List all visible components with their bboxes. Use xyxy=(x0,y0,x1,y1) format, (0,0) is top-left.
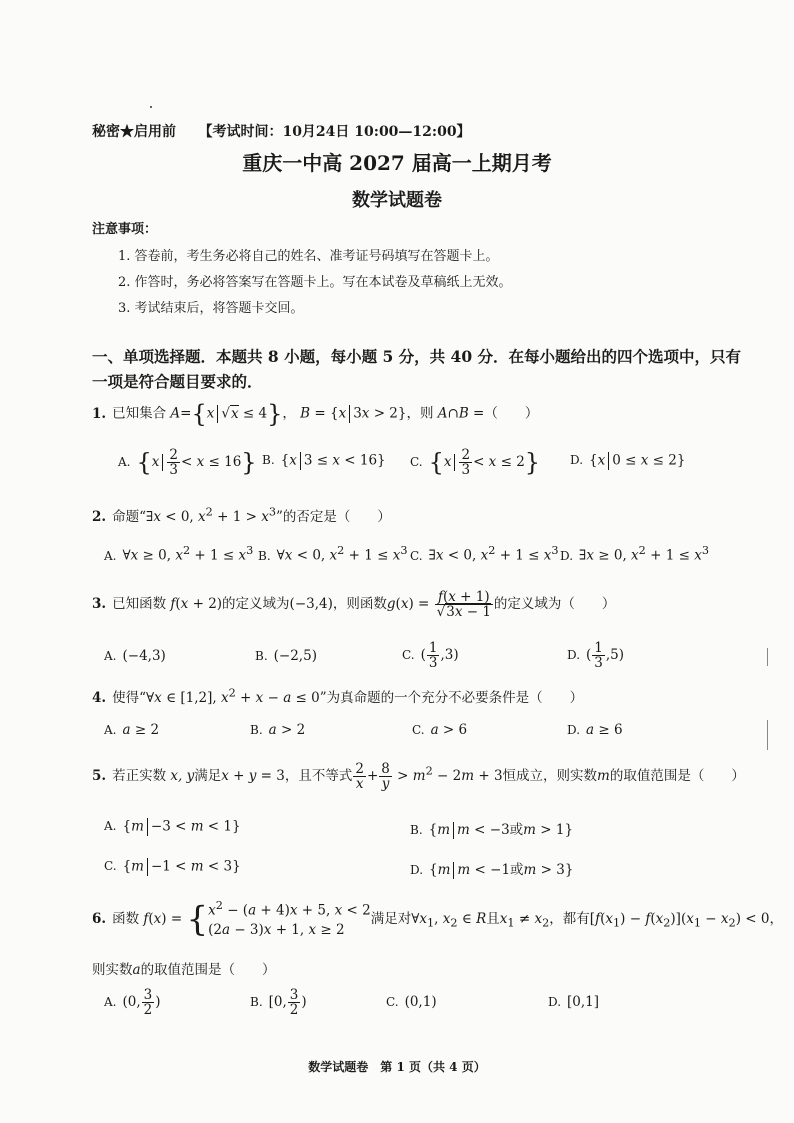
q6-option-a: A. (0, $\frac{3}{2}$ ) xyxy=(104,987,161,1019)
question-4: 4. 使得“∀x ∈ [1,2], $x^2 + x - a \le 0$”为真命题的一个充分不必要条件是（ ） xyxy=(92,686,584,706)
notes-heading: 注意事项： xyxy=(92,222,158,237)
q2-option-b: B. ∀x < 0, $x^2 + 1 \le x^3$ xyxy=(258,544,408,564)
q2-option-a: A. ∀x ≥ 0, $x^2 + 1 \le x^3$ xyxy=(104,544,254,564)
q3-option-b: B. (−2,5) xyxy=(255,648,317,664)
q5-option-a: A. {m −3 < m < 1} xyxy=(104,818,241,835)
question-5: 5. 若正实数 x, y满足x + y = 3，且不等式 $\frac{2}{x}$ + $\frac{8}{y}$ > $m^2 - 2m + 3$恒成立，则实数m的取值范围是（ ） xyxy=(92,761,745,793)
scan-edge-mark xyxy=(767,648,768,666)
q4-option-a: A. a ≥ 2 xyxy=(104,722,160,738)
q6-option-d: D. [0,1] xyxy=(548,994,600,1010)
q3-option-c: C. ( $\frac{1}{3}$ ,3) xyxy=(402,640,459,672)
q3-option-d: D. ( $\frac{1}{3}$ ,5) xyxy=(567,640,625,672)
q2-option-d: D. ∃x ≥ 0, $x^2 + 1 \le x^3$ xyxy=(560,544,710,564)
scan-edge-mark xyxy=(767,720,768,750)
q1-option-a: A. {x $\frac{2}{3}$ < x ≤ 16} xyxy=(118,447,257,479)
question-3: 3. 已知函数 f(x + 2)的定义域为(−3,4)，则函数g(x) = $\frac{f(x + 1)}{√3x - 1}$ 的定义域为（ ） xyxy=(92,589,616,621)
q4-option-d: D. a ≥ 6 xyxy=(567,722,623,738)
page-footer: 数学试题卷 第 1 页（共 4 页） xyxy=(308,1060,486,1074)
q1-option-c: C. {x $\frac{2}{3}$ < x ≤ 2} xyxy=(410,447,541,479)
page-subtitle: 数学试题卷 xyxy=(352,190,442,211)
note-item-2: 2. 作答时，务必将答案写在答题卡上。写在本试卷及草稿纸上无效。 xyxy=(118,275,512,290)
q5-option-c: C. {m −1 < m < 3} xyxy=(104,858,241,875)
q6-option-c: C. (0,1) xyxy=(386,994,437,1010)
section-heading-line1: 一、单项选择题．本题共 8 小题，每小题 5 分，共 40 分．在每小题给出的四个选项中，只有 xyxy=(92,347,742,366)
note-item-3: 3. 考试结束后，将答题卡交回。 xyxy=(118,301,304,316)
note-item-1: 1. 答卷前，考生务必将自己的姓名、准考证号码填写在答题卡上。 xyxy=(118,249,499,264)
q3-option-a: A. (−4,3) xyxy=(104,648,166,664)
q6-option-b: B. [0, $\frac{3}{2}$ ) xyxy=(250,987,307,1019)
q2-option-c: C. ∃x < 0, $x^2 + 1 \le x^3$ xyxy=(410,544,559,564)
q4-option-b: B. a > 2 xyxy=(250,722,306,738)
exam-time: 【考试时间：10月24日 10:00—12:00】 xyxy=(198,124,471,140)
question-2: 2. 命题“∃x < 0, $x^2 + 1 > x^3$”的否定是（ ） xyxy=(92,505,391,525)
q1-option-d: D. {x 0 ≤ x ≤ 2} xyxy=(570,452,686,469)
q5-option-d: D. {m m < −1或m > 3} xyxy=(410,862,574,878)
q4-option-c: C. a > 6 xyxy=(412,722,468,738)
question-6: 6. 函数 f(x) = { $x^2 - (a + 4)x + 5$, x < 2 (2a − 3)x + 1, x ≥ 2 满足对$\forall x_1$, $x_2$ ∈ R且$x_1 \ne x_2$，都有$[f(x_1) - f(x_2)](x_1 - x_2) < 0$， xyxy=(92,899,783,940)
question-1: 1. 已知集合 A={x √x ≤ 4}， B = {x 3x > 2}，则 A∩B =（ ） xyxy=(92,400,539,428)
q5-option-b: B. {m m < −3或m > 1} xyxy=(410,822,574,838)
q1-option-b: B. {x 3 ≤ x < 16} xyxy=(262,452,386,469)
scan-speck xyxy=(150,106,152,108)
page-title: 重庆一中高 2027 届高一上期月考 xyxy=(242,151,552,175)
question-6-line2: 则实数a的取值范围是（ ） xyxy=(92,962,276,978)
secret-label: 秘密★启用前 xyxy=(92,124,176,140)
section-heading-line2: 一项是符合题目要求的． xyxy=(92,372,263,391)
exam-header xyxy=(92,121,471,141)
